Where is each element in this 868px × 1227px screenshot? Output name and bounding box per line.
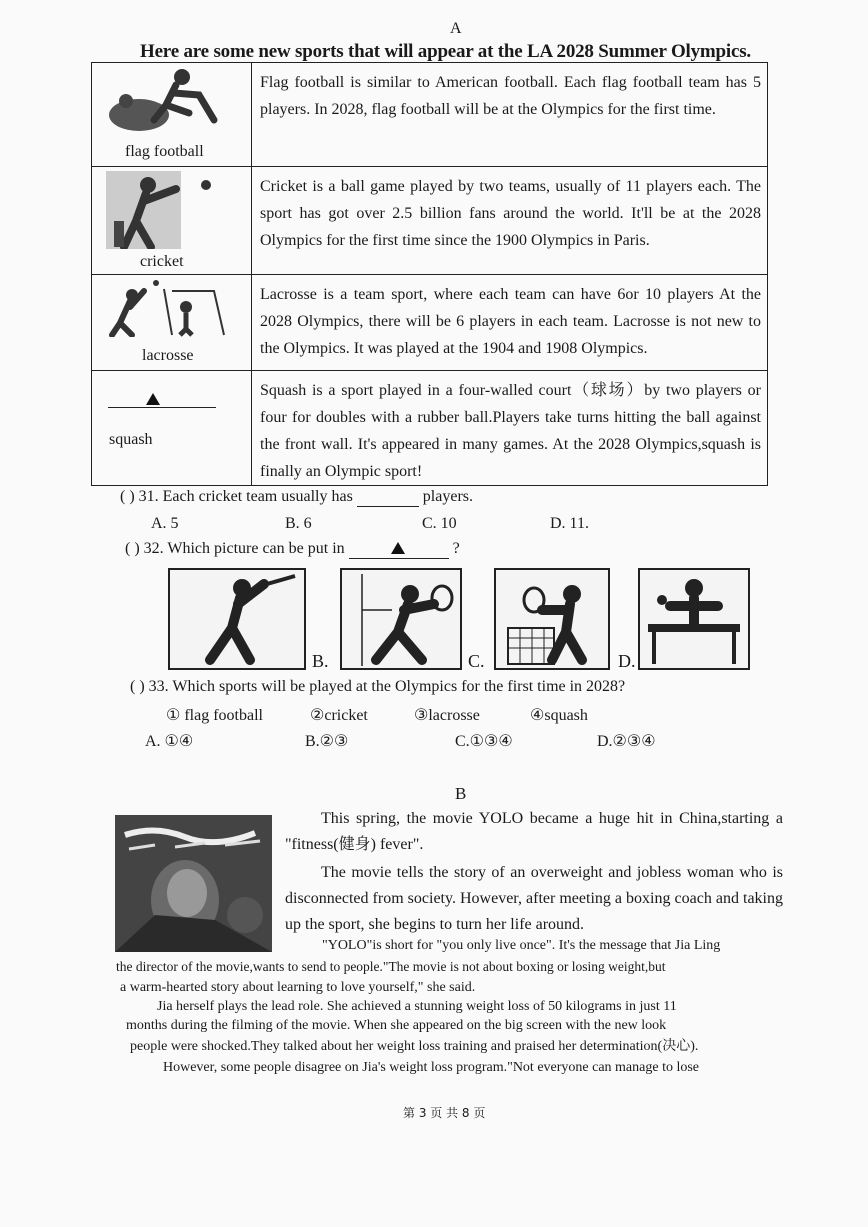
- question-text: players.: [422, 488, 473, 505]
- pic-label: flag football: [125, 143, 204, 160]
- lacrosse-image: [104, 277, 234, 337]
- paragraph-4-line: Jia herself plays the lead role. She achieved a stunning weight loss of 50 kilograms in just 11: [157, 999, 677, 1014]
- table-row: [92, 275, 768, 371]
- row-text: Flag football is similar to American football. Each flag football team has 5 players. In 2028, flag football will be at the Olympics for the first time.: [252, 63, 768, 167]
- option-b[interactable]: B.②③: [305, 733, 349, 750]
- question-text: 33. Which sports will be played at the Olympics for the first time in 2028?: [148, 678, 626, 695]
- pic-label: cricket: [140, 253, 184, 270]
- paragraph-2: The movie tells the story of an overweight and jobless woman who is disconnected from society. However, after meeting a boxing coach and taking up the sport, she begins to turn her life around.: [285, 864, 783, 933]
- choice-letter-c: C.: [468, 651, 485, 671]
- paragraph-3-line: the director of the movie,wants to send to people."The movie is not about boxing or losing weight,but: [116, 959, 666, 974]
- option-a[interactable]: A. 5: [151, 515, 179, 532]
- pic-label: lacrosse: [142, 347, 194, 364]
- question-33: [130, 678, 625, 696]
- row-text: Cricket is a ball game played by two teams, usually of 11 players each. The sport has got over 2.5 billion fans around the world. It'll be at the 2028 Olympics for the first time since the 1900 Olympics in Paris.: [252, 167, 768, 275]
- section-a-letter: A: [450, 20, 462, 37]
- answer-blank[interactable]: [349, 540, 449, 559]
- choice-picture-a[interactable]: [168, 568, 306, 670]
- section-b-letter: B: [455, 784, 467, 803]
- pic-cell: [92, 167, 252, 275]
- sports-table: [91, 62, 768, 486]
- q33-item-4: ④squash: [530, 707, 588, 724]
- question-text: ?: [452, 540, 460, 557]
- question-text: 32. Which picture can be put in: [143, 540, 345, 557]
- table-row: [92, 167, 768, 275]
- flag-football-image: [104, 65, 224, 135]
- section-a-intro: Here are some new sports that will appear at the LA 2028 Summer Olympics.: [140, 41, 751, 62]
- question-text: 31. Each cricket team usually has: [138, 488, 353, 505]
- movie-poster-image: [115, 815, 272, 952]
- answer-blank[interactable]: [357, 488, 419, 507]
- paragraph-4-line: people were shocked.They talked about her weight loss training and praised her determination(决心).: [130, 1039, 699, 1054]
- answer-blank: [108, 407, 216, 408]
- option-b[interactable]: B. 6: [285, 515, 312, 532]
- answer-paren[interactable]: ( ): [130, 678, 145, 695]
- choice-picture-d[interactable]: [638, 568, 750, 670]
- tennis-image: [496, 570, 608, 668]
- triangle-icon: [146, 393, 160, 405]
- paragraph-3-line: "YOLO"is short for "you only live once". It's the message that Jia Ling: [322, 938, 721, 953]
- paragraph-1: This spring, the movie YOLO became a huge hit in China,starting a "fitness(健身) fever".: [285, 810, 783, 853]
- pic-cell: [92, 63, 252, 167]
- choice-letter-d: D.: [618, 651, 636, 671]
- question-31: [120, 488, 473, 507]
- paragraph-3-line: a warm-hearted story about learning to love yourself," she said.: [120, 980, 476, 995]
- row-text: Lacrosse is a team sport, where each team can have 6or 10 players At the 2028 Olympics, there will be 6 players in each team. Lacrosse is not new to the Olympics. It was played at the 1904 and 1908 Olympics.: [252, 275, 768, 371]
- q33-item-1: ① flag football: [166, 707, 263, 724]
- option-d[interactable]: D.②③④: [597, 733, 656, 750]
- row-text: Squash is a sport played in a four-walled court（球场）by two players or four for doubles with a rubber ball.Players take turns hitting the ball against the front wall. It's appeared in many games. At the 2028 Olympics,squash is finally an Olympic sport!: [252, 371, 768, 486]
- q33-item-3: ③lacrosse: [414, 707, 480, 724]
- paragraph-4-line: months during the filming of the movie. When she appeared on the big screen with the new look: [126, 1018, 667, 1033]
- option-c[interactable]: C. 10: [422, 515, 457, 532]
- pic-cell: [92, 275, 252, 371]
- option-d[interactable]: D. 11.: [550, 515, 589, 532]
- q33-item-2: ②cricket: [310, 707, 368, 724]
- option-a[interactable]: A. ①④: [145, 733, 194, 750]
- squash-image: [342, 570, 460, 668]
- table-tennis-image: [640, 570, 748, 668]
- question-32: [125, 540, 460, 559]
- option-c[interactable]: C.①③④: [455, 733, 513, 750]
- baseball-image: [170, 570, 304, 668]
- cricket-image: [106, 171, 216, 249]
- triangle-icon: [391, 542, 405, 554]
- pic-label: squash: [109, 431, 153, 448]
- answer-paren[interactable]: ( ): [120, 488, 135, 505]
- page-footer: 第 3 页 共 8 页: [403, 1106, 486, 1120]
- table-row: [92, 371, 768, 486]
- pic-cell: [92, 371, 252, 486]
- choice-picture-c[interactable]: [494, 568, 610, 670]
- choice-picture-b[interactable]: [340, 568, 462, 670]
- choice-letter-b: B.: [312, 651, 329, 671]
- paragraph-5-line: However, some people disagree on Jia's weight loss program."Not everyone can manage to lose: [163, 1060, 700, 1075]
- answer-paren[interactable]: ( ): [125, 540, 140, 557]
- table-row: [92, 63, 768, 167]
